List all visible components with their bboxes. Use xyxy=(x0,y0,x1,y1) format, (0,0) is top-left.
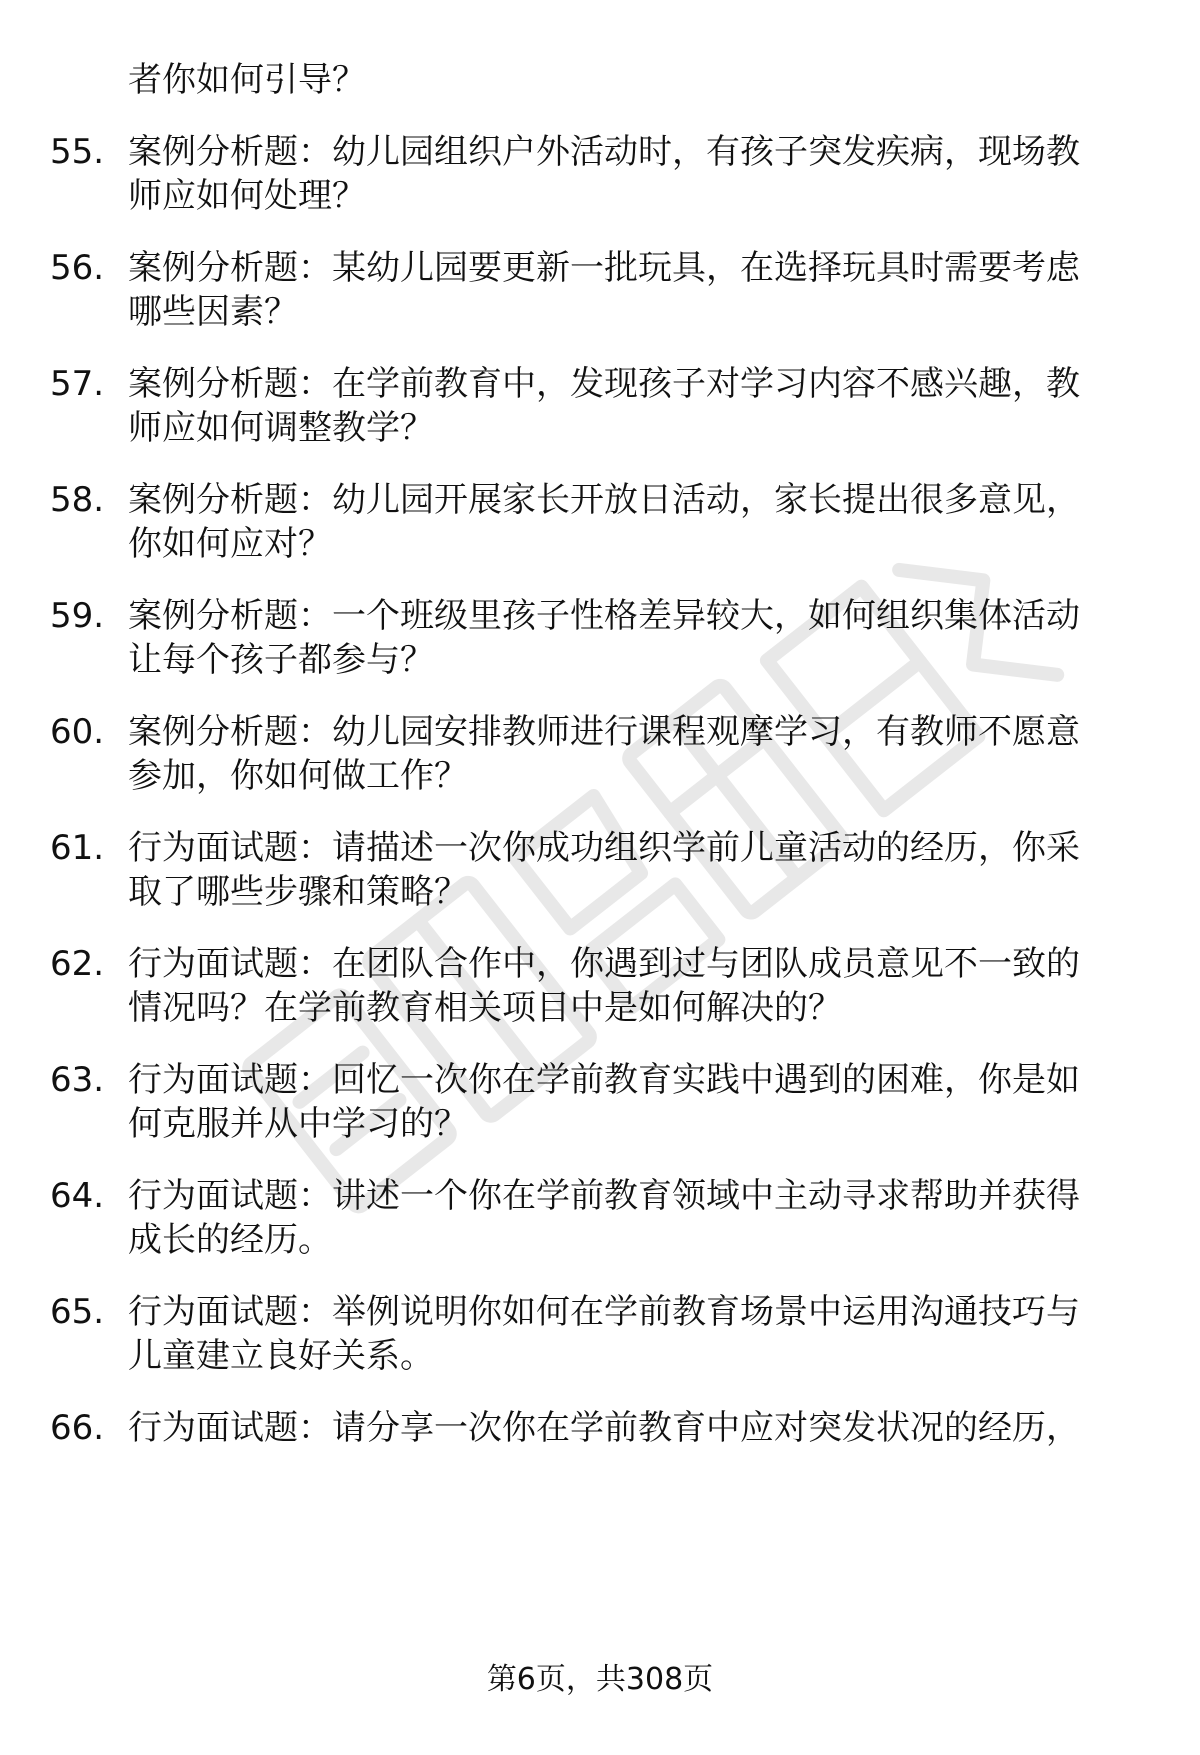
item-text xyxy=(128,1174,1138,1262)
item-text xyxy=(128,710,1138,798)
item-line: 行为面试题：在团队合作中，你遇到过与团队成员意见不一致的 xyxy=(128,944,1080,984)
item-number: 61. xyxy=(50,828,105,868)
item-line: 行为面试题：回忆一次你在学前教育实践中遇到的困难，你是如 xyxy=(128,1060,1080,1100)
item-number: 64. xyxy=(50,1176,105,1216)
item-text xyxy=(128,130,1138,218)
item-number: 56. xyxy=(50,248,105,288)
item-line: 情况吗？在学前教育相关项目中是如何解决的？ xyxy=(128,988,842,1028)
item-line: 儿童建立良好关系。 xyxy=(128,1336,434,1376)
item-text xyxy=(128,246,1138,334)
item-line: 你如何应对？ xyxy=(128,524,332,564)
item-text xyxy=(128,362,1138,450)
item-line: 哪些因素？ xyxy=(128,292,298,332)
item-line: 何克服并从中学习的？ xyxy=(128,1104,468,1144)
item-line: 让每个孩子都参与？ xyxy=(128,640,434,680)
continuation-text: 者你如何引导？ xyxy=(128,60,366,100)
item-text xyxy=(128,826,1138,914)
item-number: 59. xyxy=(50,596,105,636)
item-line: 行为面试题：请描述一次你成功组织学前儿童活动的经历，你采 xyxy=(128,828,1080,868)
item-number: 60. xyxy=(50,712,105,752)
item-line: 案例分析题：某幼儿园要更新一批玩具，在选择玩具时需要考虑 xyxy=(128,248,1080,288)
item-number: 57. xyxy=(50,364,105,404)
item-number: 66. xyxy=(50,1408,105,1448)
item-line: 案例分析题：幼儿园组织户外活动时，有孩子突发疾病，现场教 xyxy=(128,132,1080,172)
item-line: 行为面试题：请分享一次你在学前教育中应对突发状况的经历， xyxy=(128,1408,1080,1448)
item-line: 行为面试题：讲述一个你在学前教育领域中主动寻求帮助并获得 xyxy=(128,1176,1080,1216)
item-line: 案例分析题：在学前教育中，发现孩子对学习内容不感兴趣，教 xyxy=(128,364,1080,404)
item-line: 取了哪些步骤和策略？ xyxy=(128,872,468,912)
item-text xyxy=(128,478,1138,566)
page-footer: 第6页，共308页 xyxy=(486,1662,714,1697)
item-line: 参加，你如何做工作？ xyxy=(128,756,468,796)
item-number: 63. xyxy=(50,1060,105,1100)
item-line: 师应如何调整教学？ xyxy=(128,408,434,448)
item-line: 师应如何处理？ xyxy=(128,176,366,216)
item-number: 55. xyxy=(50,132,105,172)
item-line: 案例分析题：幼儿园开展家长开放日活动，家长提出很多意见， xyxy=(128,480,1080,520)
item-text xyxy=(128,1058,1138,1146)
item-number: 62. xyxy=(50,944,105,984)
item-text xyxy=(128,1290,1138,1378)
item-line: 成长的经历。 xyxy=(128,1220,332,1260)
item-text xyxy=(128,594,1138,682)
item-line: 案例分析题：一个班级里孩子性格差异较大，如何组织集体活动 xyxy=(128,596,1080,636)
item-line: 行为面试题：举例说明你如何在学前教育场景中运用沟通技巧与 xyxy=(128,1292,1080,1332)
item-number: 58. xyxy=(50,480,105,520)
item-text xyxy=(128,942,1138,1030)
item-number: 65. xyxy=(50,1292,105,1332)
item-text xyxy=(128,1406,1138,1450)
item-line: 案例分析题：幼儿园安排教师进行课程观摩学习，有教师不愿意 xyxy=(128,712,1080,752)
